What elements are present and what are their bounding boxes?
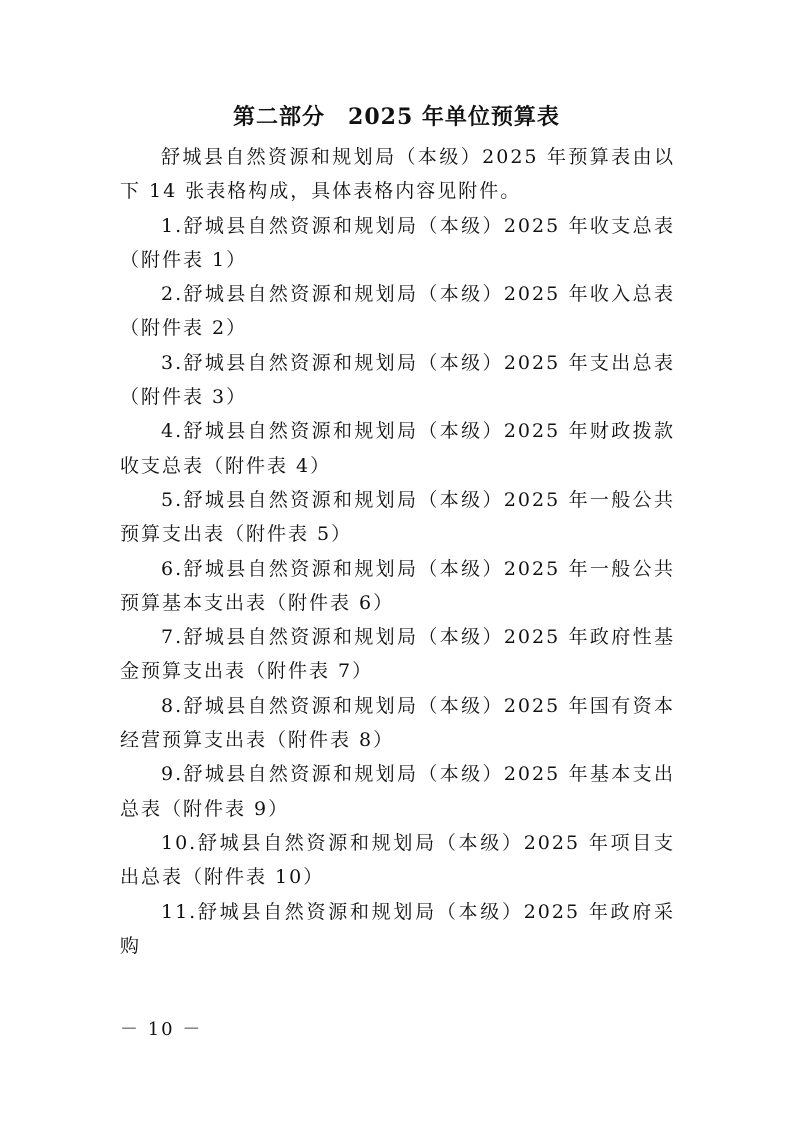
list-item: 1.舒城县自然资源和规划局（本级）2025 年收支总表（附件表 1） [120,214,675,271]
list-item: 10.舒城县自然资源和规划局（本级）2025 年项目支出总表（附件表 10） [120,831,675,889]
list-item: 11.舒城县自然资源和规划局（本级）2025 年政府采购 [120,900,675,957]
list-item: 9.舒城县自然资源和规划局（本级）2025 年基本支出总表（附件表 9） [120,763,675,820]
list-item: 5.舒城县自然资源和规划局（本级）2025 年一般公共预算支出表（附件表 5） [120,488,675,546]
list-item: 6.舒城县自然资源和规划局（本级）2025 年一般公共预算基本支出表（附件表 6） [120,557,675,614]
list-item: 4.舒城县自然资源和规划局（本级）2025 年财政拨款收支总表（附件表 4） [120,420,675,477]
section-title: 第二部分 2025 年单位预算表 [233,104,560,130]
list-item: 3.舒城县自然资源和规划局（本级）2025 年支出总表（附件表 3） [120,351,675,409]
body-text [120,140,675,963]
intro-paragraph: 舒城县自然资源和规划局（本级）2025 年预算表由以下 14 张表格构成，具体表格内容见附件。 [120,146,675,203]
list-item: 7.舒城县自然资源和规划局（本级）2025 年政府性基金预算支出表（附件表 7） [120,626,675,683]
list-item: 8.舒城县自然资源和规划局（本级）2025 年国有资本经营预算支出表（附件表 8） [120,694,675,752]
list-item: 2.舒城县自然资源和规划局（本级）2025 年收入总表（附件表 2） [120,283,675,340]
page-number: － 10 － [120,1019,203,1040]
